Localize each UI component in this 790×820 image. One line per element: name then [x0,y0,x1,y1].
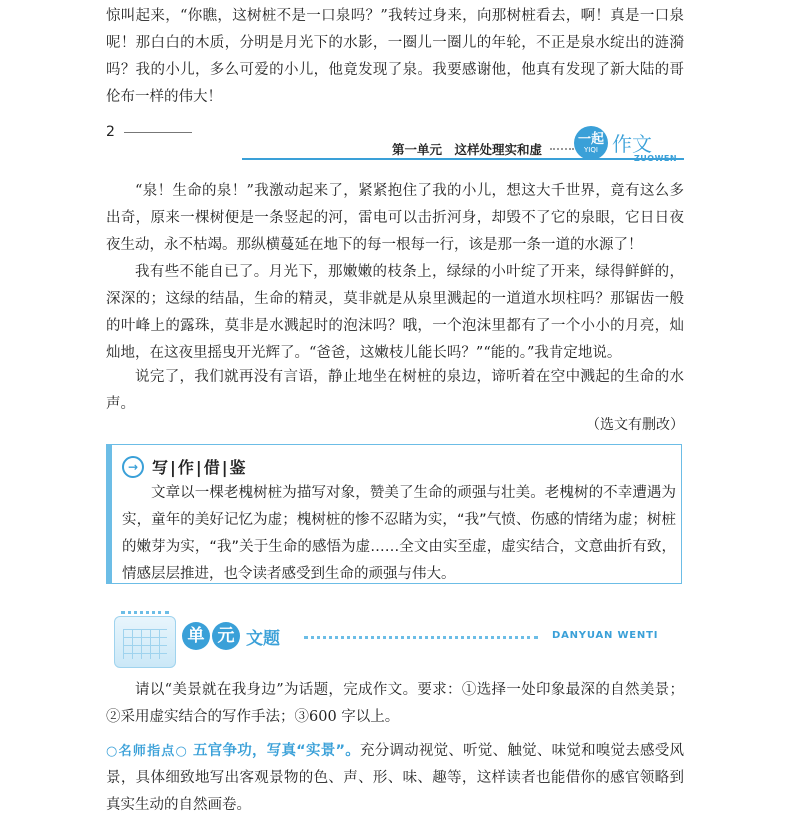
page-number-rule [124,132,192,133]
logo-yi-text: 一起 [577,132,604,147]
logo-zuowen-en-text: ZUOWEN [634,154,678,163]
source-note: （选文有删改） [586,417,684,433]
unit-topic-banner [106,612,684,670]
top-paragraph: 惊叫起来，“你瞧，这树桩不是一口泉吗？”我转过身来，向那树桩看去，啊！真是一口泉呢！那白白的木质，分明是月光下的水影，一圈儿一圈儿的年轮，不正是泉水绽出的涟漪吗？我的小儿，多么可爱的小儿，他竟发现了泉。我要感谢他，他真有发现了新大陆的哥伦布一样的伟大！ [106,8,684,105]
logo-circle [574,126,608,160]
banner-wenti: 文题 [246,629,280,649]
teacher-tip-tag: ○名师指点○ [106,744,189,759]
writing-reference-text: 文章以一棵老槐树桩为描写对象，赞美了生命的顽强与壮美。老槐树的不幸遭遇为实，童年的美好记忆为虚；槐树桩的惨不忍睹为实，“我”气愤、伤感的情绪为虚；树桩的嫩芽为实，“我”关于生命的感悟为虚……全文由实至虚，虚实结合，文意曲折有致，情感层层推进，也令读者感受到生命的顽强与伟大。 [122,485,676,582]
page-number: 2 [106,124,115,140]
body-paragraph-3: 说完了，我们就再没有言语，静止地坐在树桩的泉边，谛听着在空中溅起的生命的水声。 [106,369,684,412]
task-paragraph: 请以“美景就在我身边”为话题，完成作文。要求：①选择一处印象最深的自然美景；②采用虚实结合的写作手法；③600 字以上。 [106,682,684,725]
teacher-tip [106,738,684,819]
writing-reference-box [106,444,682,584]
writing-reference-header [122,455,248,478]
teacher-tip-heading: 五官争功，写真“实景”。 [193,743,360,759]
calendar-grid [123,629,167,659]
unit-title: 第一单元 这样处理实和虚 [392,142,543,157]
unit-title-dots [550,148,574,150]
logo-zuowen-text: 作文 [612,132,652,156]
arrow-right-icon: → [122,456,144,478]
yiqi-zuowen-logo [574,126,686,166]
banner-char-1: 单 [182,622,210,650]
body-paragraph-1: “泉！生命的泉！”我激动起来了，紧紧抱住了我的小儿，想这大千世界，竟有这么多出奇，原来一棵树便是一条竖起的河，雷电可以击折河身，却毁不了它的泉眼，它日日夜夜生动，永不枯竭。那纵横蔓延在地下的每一根每一行，该是那一条一道的水源了！ [106,183,684,253]
logo-yiqi-text: YIQI [584,146,598,154]
calendar-rings [121,611,169,624]
banner-english: DANYUAN WENTI [552,630,659,641]
writing-reference-title: 写|作|借|鉴 [152,458,248,477]
calendar-icon [114,616,176,668]
body-paragraph-2: 我有些不能自已了。月光下，那嫩嫩的枝条上，绿绿的小叶绽了开来，绿得鲜鲜的，深深的；这绿的结晶，生命的精灵，莫非就是从泉里溅起的一道道水坝柱吗？那锯齿一般的叶峰上的露珠，莫非是水溅起时的泡沫吗？哦，一个泡沫里都有了一个小小的月亮，灿灿地，在这夜里摇曳开光辉了。“爸爸，这嫩枝儿能长吗？”“能的。”我肯定地说。 [106,264,684,361]
banner-dots [304,636,538,639]
banner-char-2: 元 [212,622,240,650]
teacher-tip-text: 充分调动视觉、听觉、触觉、味觉和嗅觉去感受风景，具体细致地写出客观景物的色、声、形、味、趣等，这样读者也能借你的感官领略到真实生动的自然画卷。 [106,743,685,813]
